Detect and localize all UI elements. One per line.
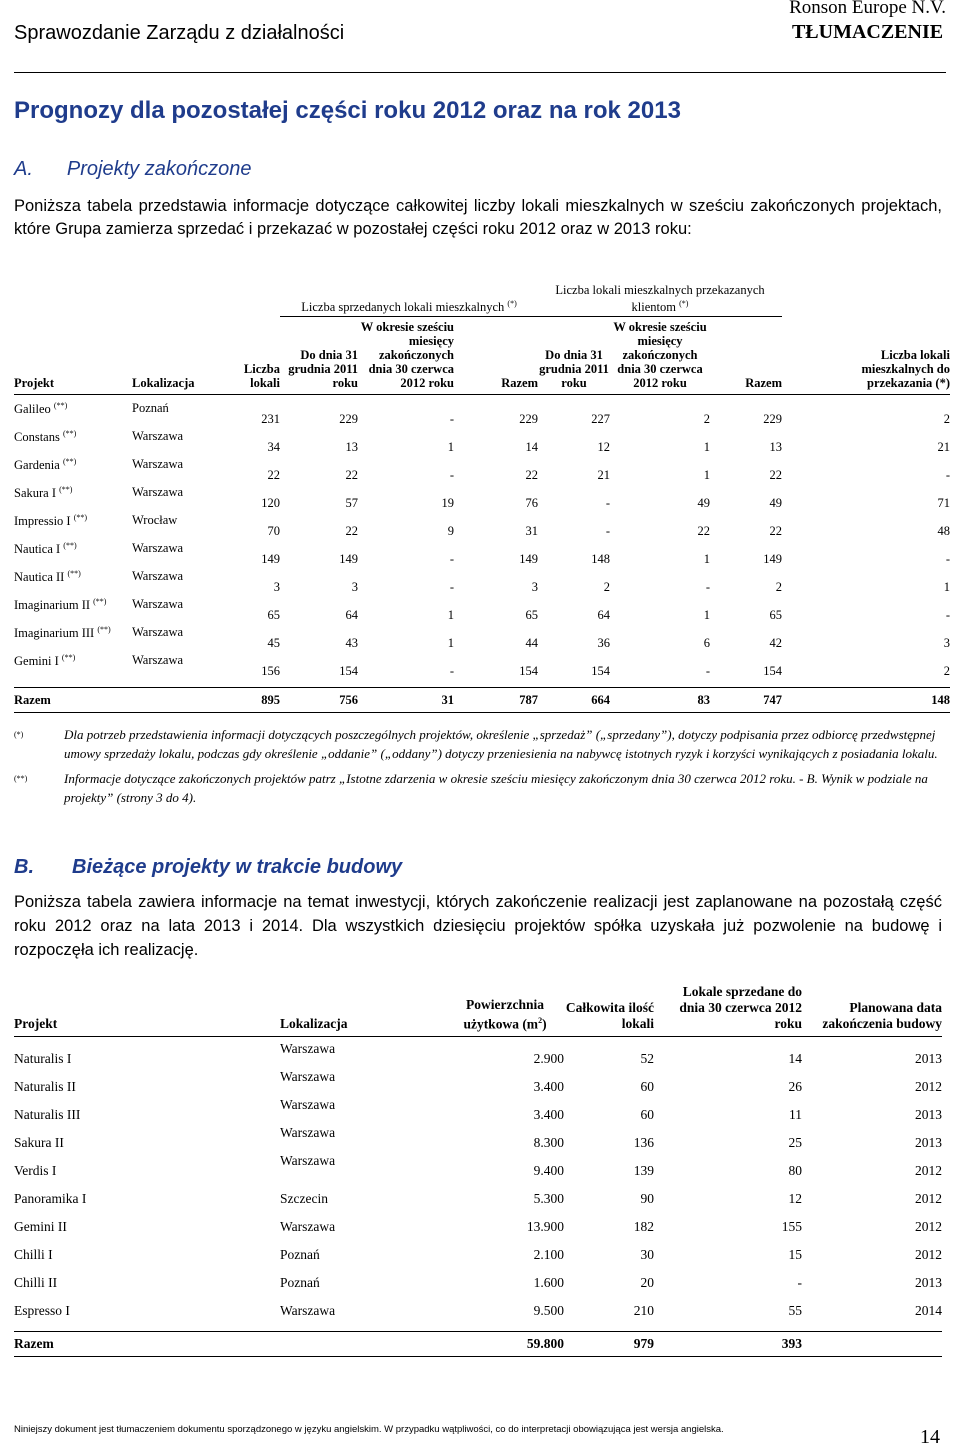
table-row <box>14 1265 942 1293</box>
table-cell: 2012 <box>915 1079 942 1094</box>
project-location: Wrocław <box>132 513 178 528</box>
table-cell: - <box>449 412 454 427</box>
total-cell: 787 <box>519 692 538 707</box>
table-cell: 71 <box>937 496 950 511</box>
footnote-ref: (**) <box>62 429 77 439</box>
table-cell: 64 <box>345 608 358 623</box>
group-delivered-header: Liczba lokali mieszkalnych przekazanych klientom (*) <box>538 283 782 317</box>
col2-sprzedane: Lokale sprzedane do dnia 30 czerwca 2012 roku <box>679 984 802 1031</box>
section-b-letter: B. <box>14 856 34 878</box>
project-location: Warszawa <box>280 1125 336 1140</box>
project-name: Sakura II <box>14 1135 64 1150</box>
translation-label: TŁUMACZENIE <box>791 21 944 43</box>
header-divider <box>14 72 946 73</box>
table-cell: 49 <box>769 496 782 511</box>
table-cell: - <box>945 608 950 623</box>
table-cell: 227 <box>591 412 610 427</box>
total2-cell: 979 <box>633 1336 654 1351</box>
table-cell: 2 <box>775 580 782 595</box>
table-cell: - <box>797 1275 802 1290</box>
table-cell: 30 <box>640 1247 654 1262</box>
completed-projects-table <box>14 283 950 713</box>
project-name: Gemini I (**) <box>14 653 76 669</box>
footnote-ref: (**) <box>93 597 107 607</box>
table-cell: 1 <box>703 552 710 567</box>
table-cell: 80 <box>788 1163 802 1178</box>
total-cell: 664 <box>591 692 610 707</box>
table-cell: 154 <box>519 664 538 679</box>
table-cell: 21 <box>937 440 950 455</box>
table-cell: - <box>605 524 610 539</box>
table-cell: - <box>705 664 710 679</box>
section-a-letter: A. <box>14 158 33 180</box>
project-location: Szczecin <box>280 1191 328 1206</box>
table-cell: 5.300 <box>533 1191 564 1206</box>
table-cell: 22 <box>697 524 710 539</box>
page-footer-note: Niniejszy dokument jest tłumaczeniem dokumentu sporządzonego w języku angielskim. W przypadku wątpliwości, co do interpretacji obowiązująca jest wersja angielska. <box>14 1424 724 1435</box>
table-cell: 21 <box>597 468 610 483</box>
col-sold-6m: W okresie sześciu miesięcy zakończonych dnia 30 czerwca 2012 roku <box>360 320 454 391</box>
table-cell: 231 <box>261 412 280 427</box>
col-lokalizacja: Lokalizacja <box>132 376 195 391</box>
col-sold-2011: Do dnia 31 grudnia 2011 roku <box>288 348 358 391</box>
table-cell: 70 <box>267 524 280 539</box>
table-cell: 3 <box>531 580 538 595</box>
table-cell: 1 <box>703 468 710 483</box>
project-location: Warszawa <box>280 1153 336 1168</box>
total2-cell: 59.800 <box>526 1336 564 1351</box>
project-name: Sakura I (**) <box>14 485 73 501</box>
table-row <box>14 513 950 541</box>
table-cell: 9.400 <box>533 1163 564 1178</box>
table-cell: 34 <box>267 440 280 455</box>
table-row <box>14 1209 942 1237</box>
table-cell: 22 <box>769 468 782 483</box>
section-b-intro: Poniższa tabela zawiera informacje na temat inwestycji, których zakończenie realizacji jest zaplanowane na pozostałą część roku 2012 oraz na lata 2013 i 2014. Dla wszystkich dziesięciu projektów spółka uzyskała już pozwolenie na budowę i rozpoczęła ich realizację. <box>14 893 942 959</box>
table-row <box>14 1181 942 1209</box>
table-cell: 36 <box>597 636 610 651</box>
table-cell: 11 <box>789 1107 802 1122</box>
table-cell: 229 <box>519 412 538 427</box>
table-cell: 136 <box>633 1135 654 1150</box>
project-location: Warszawa <box>132 597 184 612</box>
table-cell: 52 <box>640 1051 654 1066</box>
project-name: Nautica II (**) <box>14 569 81 585</box>
table-cell: 44 <box>525 636 538 651</box>
table-cell: 31 <box>525 524 538 539</box>
table-cell: 2.100 <box>533 1247 564 1262</box>
table-cell: 1 <box>703 608 710 623</box>
table-cell: 1.600 <box>533 1275 564 1290</box>
project-name: Naturalis III <box>14 1107 81 1122</box>
table-cell: 2013 <box>915 1051 942 1066</box>
table-cell: 42 <box>769 636 782 651</box>
col2-lokalizacja: Lokalizacja <box>280 1016 348 1031</box>
project-location: Warszawa <box>280 1097 336 1112</box>
section-b-heading <box>14 856 402 879</box>
table-cell: - <box>705 580 710 595</box>
total-cell: 148 <box>931 692 950 707</box>
table-row <box>14 1153 942 1181</box>
footnote-ref: (**) <box>63 541 77 551</box>
project-location: Warszawa <box>132 625 184 640</box>
total-cell: 747 <box>763 692 782 707</box>
table-cell: 3 <box>943 636 950 651</box>
total-label: Razem <box>14 692 51 707</box>
table-cell: 154 <box>339 664 358 679</box>
footnote-ref: (**) <box>73 513 88 523</box>
project-name: Impressio I (**) <box>14 513 88 529</box>
table-cell: 2 <box>603 580 610 595</box>
footnote-ref: (**) <box>62 457 77 467</box>
table-cell: 6 <box>703 636 710 651</box>
project-location: Warszawa <box>280 1041 336 1056</box>
ongoing-projects-table <box>14 984 942 1357</box>
table-row <box>14 1069 942 1097</box>
project-location: Warszawa <box>132 569 184 584</box>
table-cell: 22 <box>345 524 358 539</box>
table-cell: 9.500 <box>533 1303 564 1318</box>
project-location: Warszawa <box>280 1219 336 1234</box>
table-cell: 57 <box>345 496 358 511</box>
table-cell: 12 <box>788 1191 802 1206</box>
project-location: Warszawa <box>132 485 184 500</box>
table2-total-row <box>14 1332 942 1357</box>
project-location: Warszawa <box>132 429 184 444</box>
footnote-ref: (**) <box>53 401 68 411</box>
table-cell: 76 <box>525 496 538 511</box>
project-name: Chilli II <box>14 1275 58 1290</box>
table-row <box>14 1293 942 1321</box>
table-cell: 1 <box>943 580 950 595</box>
footnote-ref: (**) <box>59 485 73 495</box>
group-sold-header: Liczba sprzedanych lokali mieszkalnych (*) <box>280 283 538 317</box>
project-name: Imaginarium III (**) <box>14 625 111 641</box>
table-cell: - <box>945 468 950 483</box>
table-cell: 154 <box>591 664 610 679</box>
table-cell: 2014 <box>915 1303 942 1318</box>
table-cell: 2 <box>943 412 950 427</box>
footnote-ref: (**) <box>97 625 111 635</box>
table-cell: 3.400 <box>533 1079 564 1094</box>
company-name: Ronson Europe N.V. <box>789 0 946 18</box>
table-cell: 60 <box>640 1107 654 1122</box>
table-cell: 22 <box>769 524 782 539</box>
table-cell: 26 <box>788 1079 802 1094</box>
table-cell: 2012 <box>915 1247 942 1262</box>
header-report-title: Sprawozdanie Zarządu z działalności <box>14 22 345 44</box>
table-cell: 120 <box>261 496 280 511</box>
table-cell: 210 <box>633 1303 654 1318</box>
table-cell: 13 <box>345 440 358 455</box>
project-name: Panoramika I <box>14 1191 87 1206</box>
table-cell: - <box>945 552 950 567</box>
table-cell: 45 <box>267 636 280 651</box>
project-location: Warszawa <box>132 457 184 472</box>
table-row <box>14 457 950 485</box>
table-cell: - <box>449 580 454 595</box>
table-cell: 22 <box>345 468 358 483</box>
col2-calkowita: Całkowita ilość lokali <box>565 1000 654 1031</box>
table-cell: 156 <box>261 664 280 679</box>
table-cell: 65 <box>525 608 538 623</box>
table-total-row <box>14 688 950 713</box>
project-name: Gemini II <box>14 1219 67 1234</box>
footnotes <box>14 725 944 807</box>
table-cell: 13.900 <box>526 1219 564 1234</box>
section-b-title: Bieżące projekty w trakcie budowy <box>72 856 403 878</box>
table-cell: 49 <box>697 496 710 511</box>
col-projekt: Projekt <box>14 376 55 391</box>
footnote-text-2: Informacje dotyczące zakończonych projektów patrz „Istotne zdarzenia w okresie sześciu miesięcy zakończonym dnia 30 czerwca 2012 roku. - B. Wynik w podziale na projekty” (strony 3 do 4). <box>64 771 928 805</box>
total-cell: 895 <box>261 692 280 707</box>
project-location: Warszawa <box>280 1069 336 1084</box>
page-title: Prognozy dla pozostałej części roku 2012 oraz na rok 2013 <box>14 97 681 124</box>
project-name: Galileo (**) <box>14 401 68 417</box>
table-cell: 14 <box>525 440 538 455</box>
footnote-ref: (**) <box>61 653 76 663</box>
project-name: Naturalis I <box>14 1051 72 1066</box>
total2-cell: 393 <box>781 1336 802 1351</box>
table-cell: 13 <box>769 440 782 455</box>
table-cell: 2012 <box>915 1163 942 1178</box>
section-a-title: Projekty zakończone <box>66 158 252 180</box>
project-location: Warszawa <box>132 653 184 668</box>
table-cell: 229 <box>339 412 358 427</box>
table-cell: 1 <box>447 440 454 455</box>
col-del-6m: W okresie sześciu miesięcy zakończonych dnia 30 czerwca 2012 roku <box>613 320 707 391</box>
section-a-heading <box>14 158 251 181</box>
table-row <box>14 401 950 429</box>
project-name: Naturalis II <box>14 1079 76 1094</box>
total-cell: 31 <box>441 692 454 707</box>
footnote-text-1: Dla potrzeb przedstawienia informacji dotyczących poszczególnych projektów, określenie „sprzedaż” („sprzedany”), dotyczy podpisania przez odbiorcę przedwstępnej umowy sprzedaży lokalu, podczas gdy określenie „oddanie” („oddany”) dotyczy przeniesienia na nabywcę istotnych ryzyk i korzyści wynikających z posiadania lokalu. <box>64 727 938 761</box>
table-cell: 149 <box>261 552 280 567</box>
table-row <box>14 485 950 513</box>
table-row <box>14 653 950 681</box>
table-cell: 43 <box>345 636 358 651</box>
header-company <box>789 0 946 44</box>
page-number: 14 <box>920 1426 940 1448</box>
col-liczba-lokali: Liczba lokali <box>243 362 280 391</box>
table-row <box>14 429 950 457</box>
table-cell: 1 <box>703 440 710 455</box>
col2-planowana: Planowana data zakończenia budowy <box>822 1000 942 1031</box>
table-cell: 22 <box>267 468 280 483</box>
table-cell: 20 <box>640 1275 654 1290</box>
table-cell: - <box>449 664 454 679</box>
col-del-razem: Razem <box>745 376 782 391</box>
total2-label: Razem <box>14 1336 54 1351</box>
project-name: Chilli I <box>14 1247 53 1262</box>
project-name: Gardenia (**) <box>14 457 77 473</box>
table-cell: 8.300 <box>533 1135 564 1150</box>
table-cell: 15 <box>788 1247 802 1262</box>
table-row <box>14 1125 942 1153</box>
table-cell: 154 <box>763 664 782 679</box>
col-to-deliver: Liczba lokali mieszkalnych do przekazania (*) <box>861 348 950 391</box>
table-cell: 2 <box>943 664 950 679</box>
project-name: Imaginarium II (**) <box>14 597 107 613</box>
table-row <box>14 1097 942 1125</box>
table-cell: 155 <box>781 1219 802 1234</box>
table-cell: 65 <box>769 608 782 623</box>
table-cell: 2 <box>703 412 710 427</box>
table-cell: 64 <box>597 608 610 623</box>
table-cell: 2.900 <box>533 1051 564 1066</box>
section-a-intro: Poniższa tabela przedstawia informacje dotyczące całkowitej liczby lokali mieszkalnych w sześciu zakończonych projektach, które Grupa zamierza sprzedać i przekazać w pozostałej części roku 2012 oraz w 2013 roku: <box>14 197 942 238</box>
project-location: Warszawa <box>132 541 184 556</box>
table-cell: 12 <box>597 440 610 455</box>
project-location: Warszawa <box>280 1303 336 1318</box>
table-row <box>14 1237 942 1265</box>
table-cell: 3 <box>273 580 280 595</box>
table-cell: 3.400 <box>533 1107 564 1122</box>
table-cell: 2013 <box>915 1107 942 1122</box>
table-cell: 2013 <box>915 1275 942 1290</box>
project-name: Constans (**) <box>14 429 77 445</box>
table-cell: 19 <box>441 496 454 511</box>
table-cell: 182 <box>633 1219 654 1234</box>
table-cell: 48 <box>937 524 950 539</box>
table-cell: 3 <box>351 580 358 595</box>
project-name: Verdis I <box>14 1163 57 1178</box>
table-cell: 148 <box>591 552 610 567</box>
table-row <box>14 597 950 625</box>
table-row <box>14 569 950 597</box>
col2-powierzchnia: Powierzchnia użytkowa $(m^2)$ <box>463 996 547 1031</box>
col2-projekt: Projekt <box>14 1016 58 1031</box>
table-cell: 22 <box>525 468 538 483</box>
table-cell: 65 <box>267 608 280 623</box>
table-cell: - <box>605 496 610 511</box>
table-cell: 55 <box>788 1303 802 1318</box>
table-row <box>14 1041 942 1069</box>
table-cell: 139 <box>633 1163 654 1178</box>
table-cell: 2013 <box>915 1135 942 1150</box>
table-cell: 2012 <box>915 1219 942 1234</box>
total-cell: 83 <box>697 692 710 707</box>
table-row <box>14 541 950 569</box>
table-cell: 2012 <box>915 1191 942 1206</box>
table-cell: - <box>449 552 454 567</box>
table-row <box>14 625 950 653</box>
table-cell: 1 <box>447 608 454 623</box>
table-cell: - <box>449 468 454 483</box>
table-cell: 60 <box>640 1079 654 1094</box>
project-name: Espresso I <box>14 1303 70 1318</box>
col-sold-razem: Razem <box>501 376 538 391</box>
table-cell: 149 <box>519 552 538 567</box>
table-cell: 229 <box>763 412 782 427</box>
table-cell: 9 <box>447 524 454 539</box>
footnote-marker-1: (*) <box>14 730 24 739</box>
table-cell: 90 <box>640 1191 654 1206</box>
project-location: Poznań <box>280 1275 320 1290</box>
table-cell: 149 <box>339 552 358 567</box>
table-cell: 14 <box>788 1051 802 1066</box>
footnote-marker-2: (**) <box>14 774 28 783</box>
table-cell: 25 <box>788 1135 802 1150</box>
project-location: Poznań <box>280 1247 320 1262</box>
project-location: Poznań <box>132 401 169 416</box>
total-cell: 756 <box>339 692 358 707</box>
footnote-ref: (**) <box>67 569 81 579</box>
table-cell: 149 <box>763 552 782 567</box>
project-name: Nautica I (**) <box>14 541 77 557</box>
table-cell: 1 <box>447 636 454 651</box>
col-del-2011: Do dnia 31 grudnia 2011 roku <box>539 348 609 391</box>
